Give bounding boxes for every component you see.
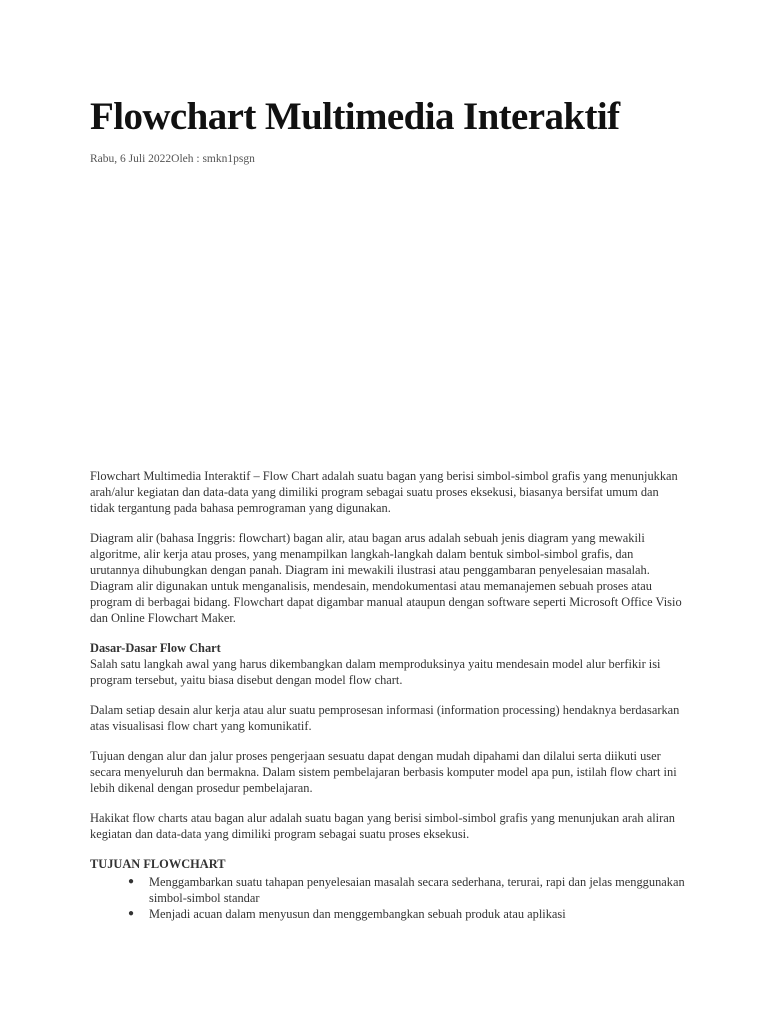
section-paragraph: Dalam setiap desain alur kerja atau alur suatu pemprosesan informasi (information processing) hendaknya berdasarkan atas visualisasi flow chart yang komunikatif.: [90, 703, 680, 733]
post-meta: Rabu, 6 Juli 2022Oleh : smkn1psgn: [90, 153, 255, 165]
section-paragraph: Salah satu langkah awal yang harus dikembangkan dalam memproduksinya yaitu mendesain model alur berfikir isi program tersebut, yaitu biasa disebut dengan model flow chart.: [90, 657, 661, 687]
list-item: [128, 874, 685, 906]
page-title: Flowchart Multimedia Interaktif: [90, 95, 620, 138]
bullet-icon: ●: [128, 908, 135, 919]
list-item-text: Menggambarkan suatu tahapan penyelesaian masalah secara sederhana, terurai, rapi dan jelas menggunakan simbol-simbol standar: [149, 875, 685, 905]
section-heading-tujuan: TUJUAN FLOWCHART: [90, 857, 226, 871]
tujuan-list: [90, 874, 685, 922]
list-item-text: Menjadi acuan dalam menyusun dan menggembangkan sebuah produk atau aplikasi: [149, 907, 566, 921]
bullet-icon: ●: [128, 876, 135, 887]
section-paragraph: Tujuan dengan alur dan jalur proses pengerjaan sesuatu dapat dengan mudah dipahami dan dilalui serta diikuti user secara menyeluruh dan bermakna. Dalam sistem pembelajaran berbasis komputer model apa pun, istilah flow chart ini lebih dikenal dengan prosedur pembelajaran.: [90, 749, 677, 795]
section-heading-dasar: Dasar-Dasar Flow Chart: [90, 641, 221, 655]
section-paragraph: Hakikat flow charts atau bagan alur adalah suatu bagan yang berisi simbol-simbol grafis yang menunjukan arah aliran kegiatan dan data-data yang dimiliki program sebagai suatu proses eksekusi.: [90, 811, 675, 841]
list-item: [128, 906, 685, 922]
intro-paragraph: Diagram alir (bahasa Inggris: flowchart) bagan alir, atau bagan arus adalah sebuah jenis diagram yang mewakili algoritme, alir kerja atau proses, yang menampilkan langkah-langkah dalam bentuk simbol-simbol grafis, dan urutannya dihubungkan dengan panah. Diagram ini mewakili ilustrasi atau penggambaran penyelesaian masalah. Diagram alir digunakan untuk menganalisis, mendesain, mendokumentasi atau memanajemen sebuah proses atau program di berbagai bidang. Flowchart dapat digambar manual ataupun dengan software seperti Microsoft Office Visio dan Online Flowchart Maker.: [90, 531, 682, 625]
article-body: [90, 468, 685, 922]
intro-paragraph: Flowchart Multimedia Interaktif – Flow Chart adalah suatu bagan yang berisi simbol-simbol grafis yang menunjukkan arah/alur kegiatan dan data-data yang dimiliki program sebagai suatu proses eksekusi, biasanya bersifat umum dan tidak tergantung pada bahasa pemrograman yang digunakan.: [90, 469, 678, 515]
